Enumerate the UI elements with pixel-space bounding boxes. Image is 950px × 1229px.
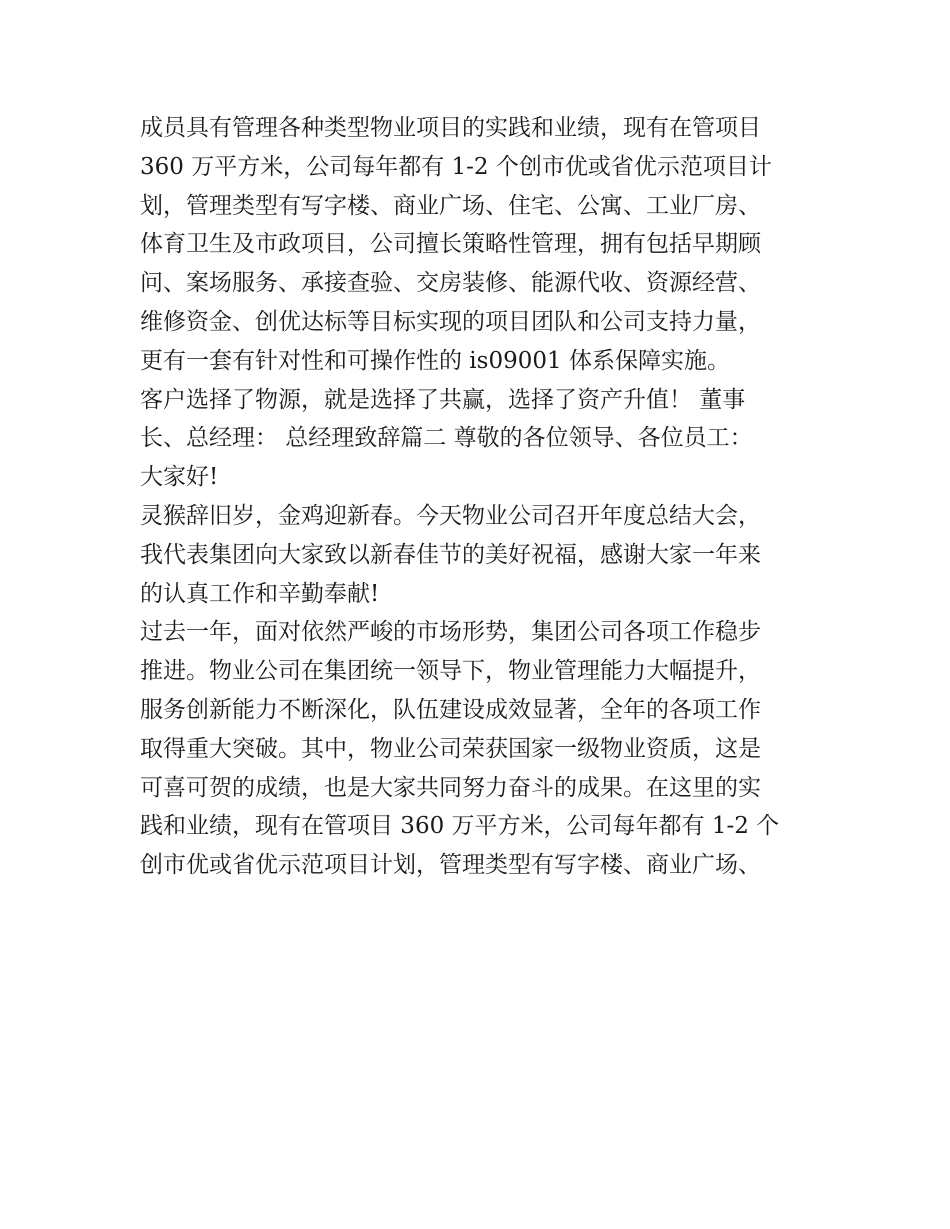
text-line: 我代表集团向大家致以新春佳节的美好祝福，感谢大家一年来 [140, 541, 761, 568]
text-line: 体育卫生及市政项目，公司擅长策略性管理，拥有包括早期顾 [140, 231, 761, 258]
text-line: 划，管理类型有写字楼、商业广场、住宅、公寓、工业厂房、 [140, 192, 761, 219]
text-line: 取得重大突破。其中，物业公司荣获国家一级物业资质，这是 [140, 735, 761, 762]
text-line: 推进。物业公司在集团统一领导下，物业管理能力大幅提升， [140, 658, 761, 685]
text-line: 更有一套有针对性和可操作性的 is09001 体系保障实施。 [140, 347, 730, 374]
document-body [140, 109, 820, 885]
text-line: 维修资金、创优达标等目标实现的项目团队和公司支持力量， [140, 308, 761, 335]
text-line: 的认真工作和辛勤奉献! [140, 580, 380, 607]
text-line: 灵猴辞旧岁，金鸡迎新春。今天物业公司召开年度总结大会， [140, 502, 761, 529]
text-line: 服务创新能力不断深化，队伍建设成效显著，全年的各项工作 [140, 696, 761, 723]
text-line: 大家好! [140, 464, 219, 491]
text-line: 可喜可贺的成绩，也是大家共同努力奋斗的成果。在这里的实 [140, 774, 761, 801]
text-line: 问、案场服务、承接查验、交房装修、能源代收、资源经营、 [140, 270, 761, 297]
text-line: 成员具有管理各种类型物业项目的实践和业绩，现有在管项目 [140, 115, 761, 141]
text-line: 客户选择了物源，就是选择了共赢，选择了资产升值！ 董事 [140, 386, 746, 413]
text-line: 创市优或省优示范项目计划，管理类型有写字楼、商业广场、 [140, 852, 761, 879]
text-line: 践和业绩，现有在管项目 360 万平方米，公司每年都有 1-2 个 [140, 813, 780, 840]
text-line: 过去一年，面对依然严峻的市场形势，集团公司各项工作稳步 [140, 619, 761, 646]
text-line: 360 万平方米，公司每年都有 1-2 个创市优或省优示范项目计 [140, 153, 772, 180]
text-line: 长、总经理： 总经理致辞篇二 尊敬的各位领导、各位员工： [140, 425, 753, 452]
